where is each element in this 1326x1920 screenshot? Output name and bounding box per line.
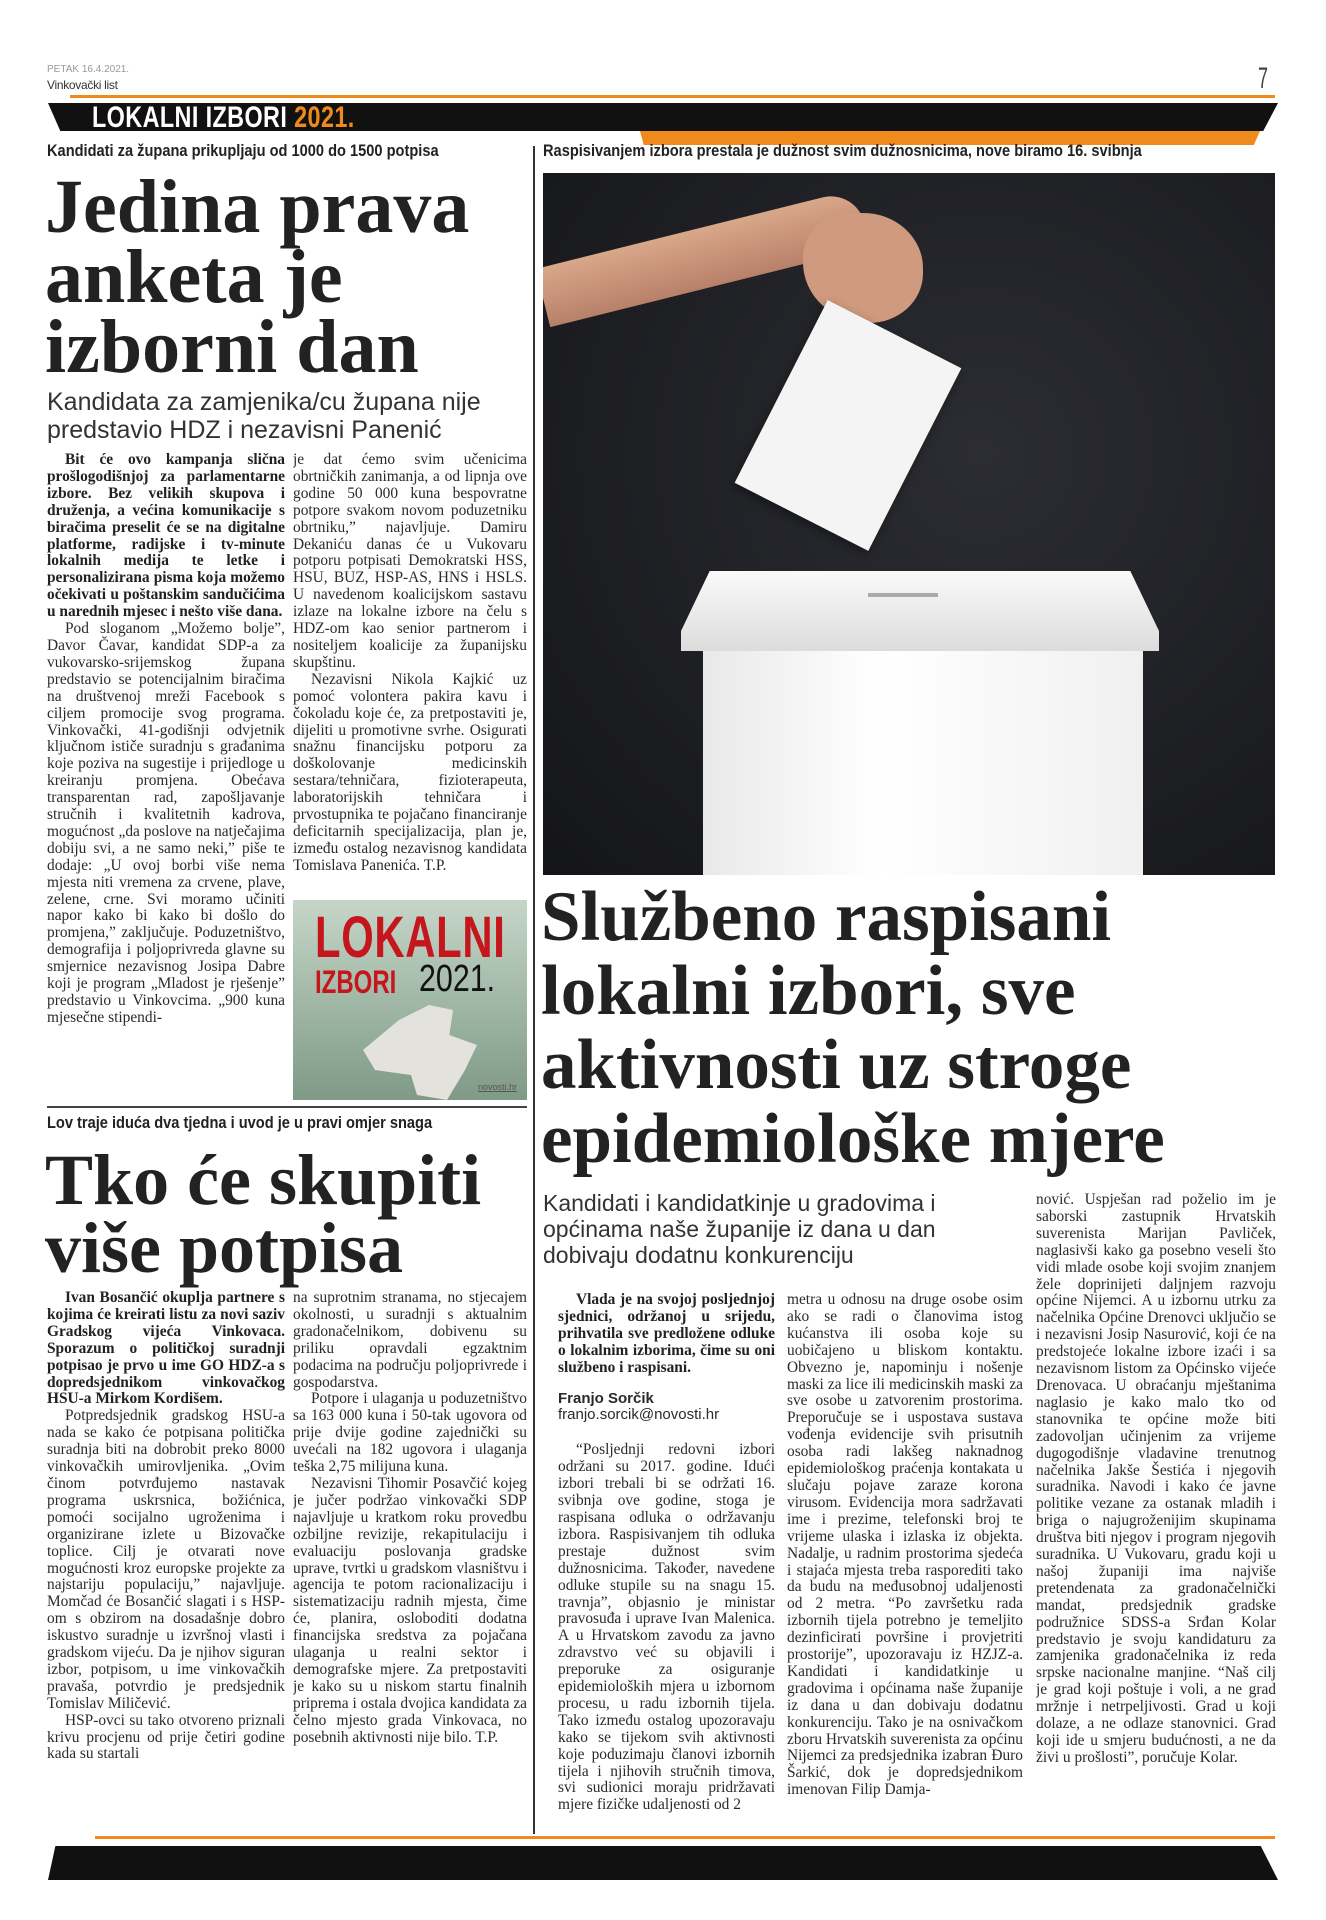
article3-paragraph: metra u odnosu na druge osobe osim ako se radi o članovima istog kućanstva ili osoba koje su uobičajeno u bliskom kontaktu. Obvezno je, napominju i nošenje maski za lice ili medicinskih maski za sve osobe u zatvorenim prostorima. Preporučuje se i uspostava sustava vođenja evidencije svih prisutnih osoba radi lakšeg naknadnog epidemiološkog praćenja kontakata u slučaju pojave zaraze korona virusom. Evidencija mora sadržavati ime i prezime, telefonski broj te vrijeme ulaska i izlaska iz objekta. Nadalje, u radnim prostorima sjedeća i stajaća mjesta treba rasporediti tako da budu na međusobnoj udaljenosti od 2 metra. “Po završetku rada izbornih tijela potrebno je temeljito dezinficirati površine i provjetriti prostorije”, upozoravaju iz HZJZ-a. Kandidati i kandidatkinje u gradovima i općinama naše županije iz dana u dan dobivaju dodatnu konkurenciju. Tako je na osnivačkom zboru Hrvatskih suverenista za općinu Nijemci za predsjednika izabran Đuro Šarkić, dok je dopredsjednikom imenovan Filip Damja- xyxy=(787,1292,1023,1799)
article2-headline xyxy=(45,1140,482,1288)
article3-kicker: Raspisivanjem izbora prestala je dužnost svim dužnosnicima, nove biramo 16. svibnja xyxy=(543,141,1142,160)
section-title xyxy=(92,101,355,135)
headline-line: anketa je xyxy=(45,235,343,319)
promo-year: 2021. xyxy=(419,958,496,1000)
headline-line: Jedina prava xyxy=(45,165,470,249)
article2-paragraph: HSP-ovci su tako otvoreno priznali krivu procjenu od prije četiri godine kada su startali xyxy=(47,1711,285,1763)
county-map-graphic xyxy=(363,1000,483,1100)
promo-title: LOKALNI xyxy=(315,905,506,970)
headline-line: izborni dan xyxy=(45,305,419,389)
article1-lead: Bit će ovo kampanja slična prošlogodišnjoj za parlamentarne izbore. Bez velikih skupova i druženja, a većina komunikacije s biračima preselit će se na digitalne platforme, radijske i tv-minute lokalnih medija te letke i personalizirana pisma koja možemo očekivati u poštanskim sandučićima u narednih mjesec i nešto više dana. xyxy=(47,452,285,621)
headline-line: epidemiološke mjere xyxy=(541,1100,1165,1178)
article3-column-2 xyxy=(787,1292,1023,1830)
section-title-year: 2021. xyxy=(294,101,355,134)
promo-subtitle: IZBORI xyxy=(315,964,397,1000)
article1-headline xyxy=(45,165,470,389)
promo-brand-logo: novosti.hr xyxy=(477,1082,517,1092)
ballot-slot-graphic xyxy=(868,593,938,597)
article-divider xyxy=(47,1106,527,1108)
newspaper-name: Vinkovački list xyxy=(47,78,118,92)
article3-subhead: Kandidati i kandidatkinje u gradovima i općinama naše županije iz dana u dan dobivaju dodatnu konkurenciju xyxy=(543,1190,936,1268)
ballot-box-photo xyxy=(543,173,1275,875)
headline-line: Tko će skupiti xyxy=(45,1140,482,1220)
hand-graphic xyxy=(803,213,923,323)
headline-line: Službeno raspisani xyxy=(541,878,1112,956)
article3-column-1 xyxy=(558,1292,775,1830)
article1-kicker: Kandidati za župana prikupljaju od 1000 do 1500 potpisa xyxy=(47,141,439,160)
article2-paragraph: Nezavisni Tihomir Posavčić kojeg je jučer podržao vinkovački SDP najavljuje u kratkom roku provedbu ozbiljne revizije, rekapitulaciju i evaluaciju poslovanja gradske uprave, tvrtki u gradskom vlasništvu i agencija te potom racionalizaciju i sistematizaciju radnih mjesta, čime će, planira, osloboditi dodatna financijska sredstva za pojačana ulaganja u realni sektor i demografske mjere. Za pretpostaviti je kako su u niskom startu finalnih priprema i ostala dvojica kandidata za čelno mjesto grada Vinkovaca, no posebnih aktivnosti nije bilo. T.P. xyxy=(293,1474,527,1746)
lokalni-izbori-promo-image xyxy=(293,900,527,1100)
article1-paragraph: Nezavisni Nikola Kajkić uz pomoć volontera pakira kavu i čokoladu koje će, za pretpostaviti je, dijeliti u promotivne svrhe. Osigurati snažnu financijsku potporu za doškolovanje medicinskih sestara/tehničara, fizioterapeuta, laboratorijskih tehničara i prvostupnika te pojačano financiranje deficitarnih specijalizacija, plan je, između ostalog nezavisnog kandidata Tomislava Panenića. T.P. xyxy=(293,670,527,874)
article1-paragraph: Pod sloganom „Možemo bolje”, Davor Čavar, kandidat SDP-a za vukovarsko-srijemskog župana predstavio se potencijalnim biračima na društvenoj mreži Facebook s ciljem promocije svog programa. Vinkovački, 41-godišnji odvjetnik ključnom ističe suradnju s građanima koje poziva na sugestije i prijedloge u kreiranju promjena. Obećava transparentan rad, zapošljavanje stručnih i kvalitetnih kadrova, mogućnost „da poslove na natječajima dobiju svi, a ne samo neki,” piše te dodaje: „U ovoj borbi više nema mjesta niti vremena za crvene, plave, zelene, crne. Svi moramo učiniti napor kako bi kako bi došlo do promjena,” zaključuje. Poduzetništvo, demografija i poljoprivreda glavne su smjernice nezavisnog Josipa Dabre koji je program „Mladost je rješenje” predstavio u Vinkovcima. „900 kuna mjesečne stipendi- xyxy=(47,620,285,1026)
section-title-main: LOKALNI IZBORI xyxy=(92,101,288,134)
page-number: 7 xyxy=(1258,62,1269,95)
article2-paragraph: Potpredsjednik gradskog HSU-a nada se kako će potpisana politička suradnja biti na dobrobit preko 8000 vinkovačkih umirovljenika. „Ovim činom potvrđujemo nastavak programa uskrsnica, božićnica, pomoći socijalno ugroženima i organizirane izlete u Bizovačke toplice. Cilj je otvarati nove mogućnosti kroz europske projekte za najstariju populaciju,” najavljuje. Momčad će Bosančić slagati i s HSP-om s obzirom na dosadašnje dobro iskustvo suradnje u izvršnoj vlasti i gradskom vijeću. Da je njihov siguran izbor, potpisom, u ime vinkovačkih pravaša, potvrdio je predsjednik Tomislav Miličević. xyxy=(47,1407,285,1712)
article2-kicker: Lov traje iduća dva tjedna i uvod je u pravi omjer snaga xyxy=(47,1113,433,1132)
article3-paragraph: “Posljednji redovni izbori održani su 2017. godine. Idući izbori trebali bi se održati 16. svibnja ove godine, stoga je raspisana odluka o održavanju izbora. Raspisivanjem tih odluka prestaje dužnost svim dužnosnicima. Također, navedene odluke stupile su na snagu 15. travnja”, objasnio je ministar pravosuđa i uprave Ivan Malenica. A u Hrvatskom zavodu za javno zdravstvo već su objavili i preporuke za osiguranje epidemioloških mjera u izbornom procesu, u radu izbornih tijela. Tako između ostalog upozoravaju kako se tijekom svih aktivnosti koje poduzimaju članovi izbornih tijela i njihovih stručnih timova, svi sudionici moraju pridržavati mjere fizičke udaljenosti od 2 xyxy=(558,1441,775,1814)
footer-rule xyxy=(95,1836,1275,1839)
ballot-box-graphic xyxy=(703,651,1143,875)
issue-date: PETAK 16.4.2021. xyxy=(47,64,130,75)
author-email[interactable]: franjo.sorcik@novosti.hr xyxy=(558,1406,720,1424)
author-name: Franjo Sorčik xyxy=(558,1389,654,1407)
headline-line: više potpisa xyxy=(45,1208,404,1288)
article2-column-2 xyxy=(293,1290,527,1830)
article3-column-3 xyxy=(1036,1192,1276,1830)
article1-subhead: Kandidata za zamjenika/cu župana nije predstavio HDZ i nezavisni Panenić xyxy=(47,388,481,444)
headline-line: aktivnosti uz stroge xyxy=(541,1026,1132,1104)
author-byline xyxy=(558,1391,775,1425)
headline-line: lokalni izbori, sve xyxy=(541,952,1076,1030)
article2-paragraph: Potpore i ulaganja u poduzetništvo sa 163 000 kuna i 50-tak ugovora od prije dvije godine zajednički su uvećali na 182 ugovora i ulaganja teška 2,75 milijuna kuna. xyxy=(293,1390,527,1476)
footer-banner xyxy=(48,1846,1278,1880)
ballot-box-lid-graphic xyxy=(681,571,1159,651)
article1-column-1 xyxy=(47,452,285,1100)
article2-lead: Ivan Bosančić okuplja partnere s kojima će kreirati listu za novi saziv Gradskog vijeća Vinkovaca. Sporazum o političkoj suradnji potpisao je prvo u ime GO HDZ-a s dopredsjednikom vinkovačkog HSU-a Mirkom Kordišem. xyxy=(47,1290,285,1408)
article2-paragraph: na suprotnim stranama, no stjecajem okolnosti, u suradnji s aktualnim gradonačelnikom, dobivenu su priliku opravdali egzaktnim podacima na području poljoprivrede i gospodarstva. xyxy=(293,1290,527,1391)
article2-column-1 xyxy=(47,1290,285,1830)
article1-paragraph: je dat ćemo svim učenicima obrtničkih zanimanja, a od lipnja ove godine 50 000 kuna bespovratne potpore svakom novom poduzetniku obrtniku,” najavljuje. Damiru Dekaniću danas će u Vukovaru potporu potpisati Demokratski HSS, HSU, BUZ, HSP-AS, HNS i HSLS. U navedenom koalicijskom sastavu izlaze na lokalne izbore na čelu s HDZ-om kao senior partnerom i nositeljem koalicije za županijsku skupštinu. xyxy=(293,452,527,671)
header-rule xyxy=(70,95,1275,98)
column-divider xyxy=(533,146,535,1834)
article3-lead: Vlada je na svojoj posljednjoj sjednici, održanoj u srijedu, prihvatila sve predložene odluke o lokalnim izborima, čime su oni službeno i raspisani. xyxy=(558,1292,775,1376)
article1-column-2 xyxy=(293,452,527,892)
article3-paragraph: nović. Uspješan rad poželio im je saborski zastupnik Hrvatskih suverenista Marijan Pavliček, naglasivši kako ga posebno veseli što vidi mlade osobe koji svojim znanjem žele doprinijeti daljnjem razvoju općine Nijemci. A u izbornu utrku za načelnika Općine Drenovci uključio se i nezavisni Josip Nasurović, koji će na predstojeće lokalne izbore izaći i sa nezavisnom listom za Općinsko vijeće Drenovaca. U obraćanju mještanima naglasio je kako malo tko od stanovnika te općine može biti zadovoljan učinjenim za vrijeme dugogodišnje vladavine trenutnog načelnika Jakše Šestića i njegovih suradnika. Navodi i kako će javne politike vezane za ostanak mladih i briga o najugroženijim skupinama društva biti njegov i program njegovih suradnika. U Vukovaru, gradu koji u našoj županiji ima najviše pretendenata za gradonačelnički mandat, predsjednik gradske podružnice SDSS-a Srđan Kolar predstavio je svoju kandidaturu za zamjenika gradonačelnika iz reda srpske nacionalne manjine. “Naš cilj je grad koji poštuje i voli, a ne grad mržnje i netrpeljivosti. Grad u koji dolaze, a ne odlaze stanovnici. Grad koji ide u smjeru budućnosti, a ne da živi u prošlosti”, poručuje Kolar. xyxy=(1036,1192,1276,1766)
ballot-paper-graphic xyxy=(735,300,962,551)
article3-headline xyxy=(541,880,1165,1176)
